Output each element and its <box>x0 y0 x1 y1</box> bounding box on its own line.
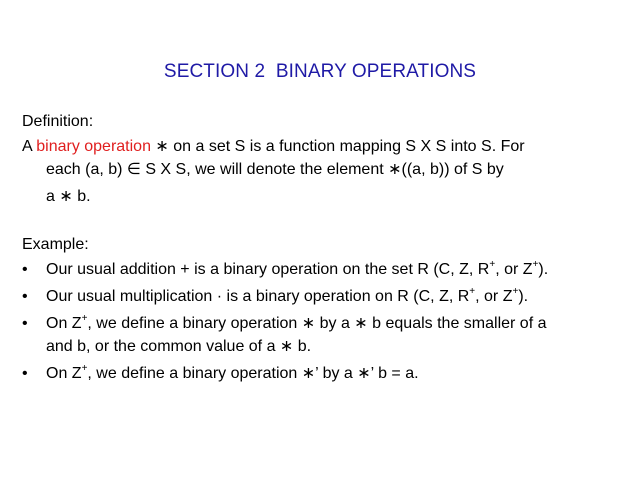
definition-line-2: each (a, b) ∈ S X S, we will denote the element ∗((a, b)) of S by <box>46 161 504 178</box>
example-list <box>22 258 622 389</box>
definition-term: binary operation <box>36 138 151 155</box>
list-item <box>22 258 622 281</box>
list-item-text: , or Z <box>475 288 513 305</box>
list-item-text: Our usual multiplication · is a binary operation on R (C, Z, R <box>46 288 470 305</box>
superscript: + <box>489 258 496 270</box>
list-item-text: , or Z <box>495 261 533 278</box>
definition-line-3: a ∗ b. <box>46 188 91 205</box>
list-item-text: On Z <box>46 315 82 332</box>
superscript: + <box>81 362 88 374</box>
superscript: + <box>532 258 539 270</box>
superscript: + <box>469 285 476 297</box>
list-item-text: On Z <box>46 365 82 382</box>
list-item-text: , we define a binary operation ∗’ by a ∗’ b = a. <box>87 365 419 382</box>
list-item-line-2: and b, or the common value of a ∗ b. <box>46 338 312 355</box>
definition-prefix: A <box>22 138 37 155</box>
list-item-line <box>46 285 622 308</box>
bullet-icon: • <box>22 315 28 332</box>
example-heading: Example: <box>22 236 89 253</box>
superscript: + <box>81 312 88 324</box>
bullet-icon: • <box>22 365 28 382</box>
bullet-icon: • <box>22 261 28 278</box>
page-title: SECTION 2 BINARY OPERATIONS <box>163 61 477 82</box>
list-item-text: ). <box>518 288 529 305</box>
definition-heading: Definition: <box>22 113 94 130</box>
list-item-line <box>46 258 622 281</box>
list-item <box>22 362 622 385</box>
definition-text <box>22 135 622 208</box>
list-item-text: ). <box>538 261 549 278</box>
bullet-icon: • <box>22 288 28 305</box>
list-item-line <box>46 362 622 385</box>
definition-line1-suffix: ∗ on a set S is a function mapping S X S into S. For <box>150 138 525 155</box>
superscript: + <box>512 285 519 297</box>
list-item-text: Our usual addition + is a binary operation on the set R (C, Z, R <box>46 261 490 278</box>
list-item-text: , we define a binary operation ∗ by a ∗ b equals the smaller of a <box>87 315 547 332</box>
list-item <box>22 312 622 358</box>
list-item-line <box>46 312 622 335</box>
list-item <box>22 285 622 308</box>
definition-line-1 <box>22 135 622 158</box>
